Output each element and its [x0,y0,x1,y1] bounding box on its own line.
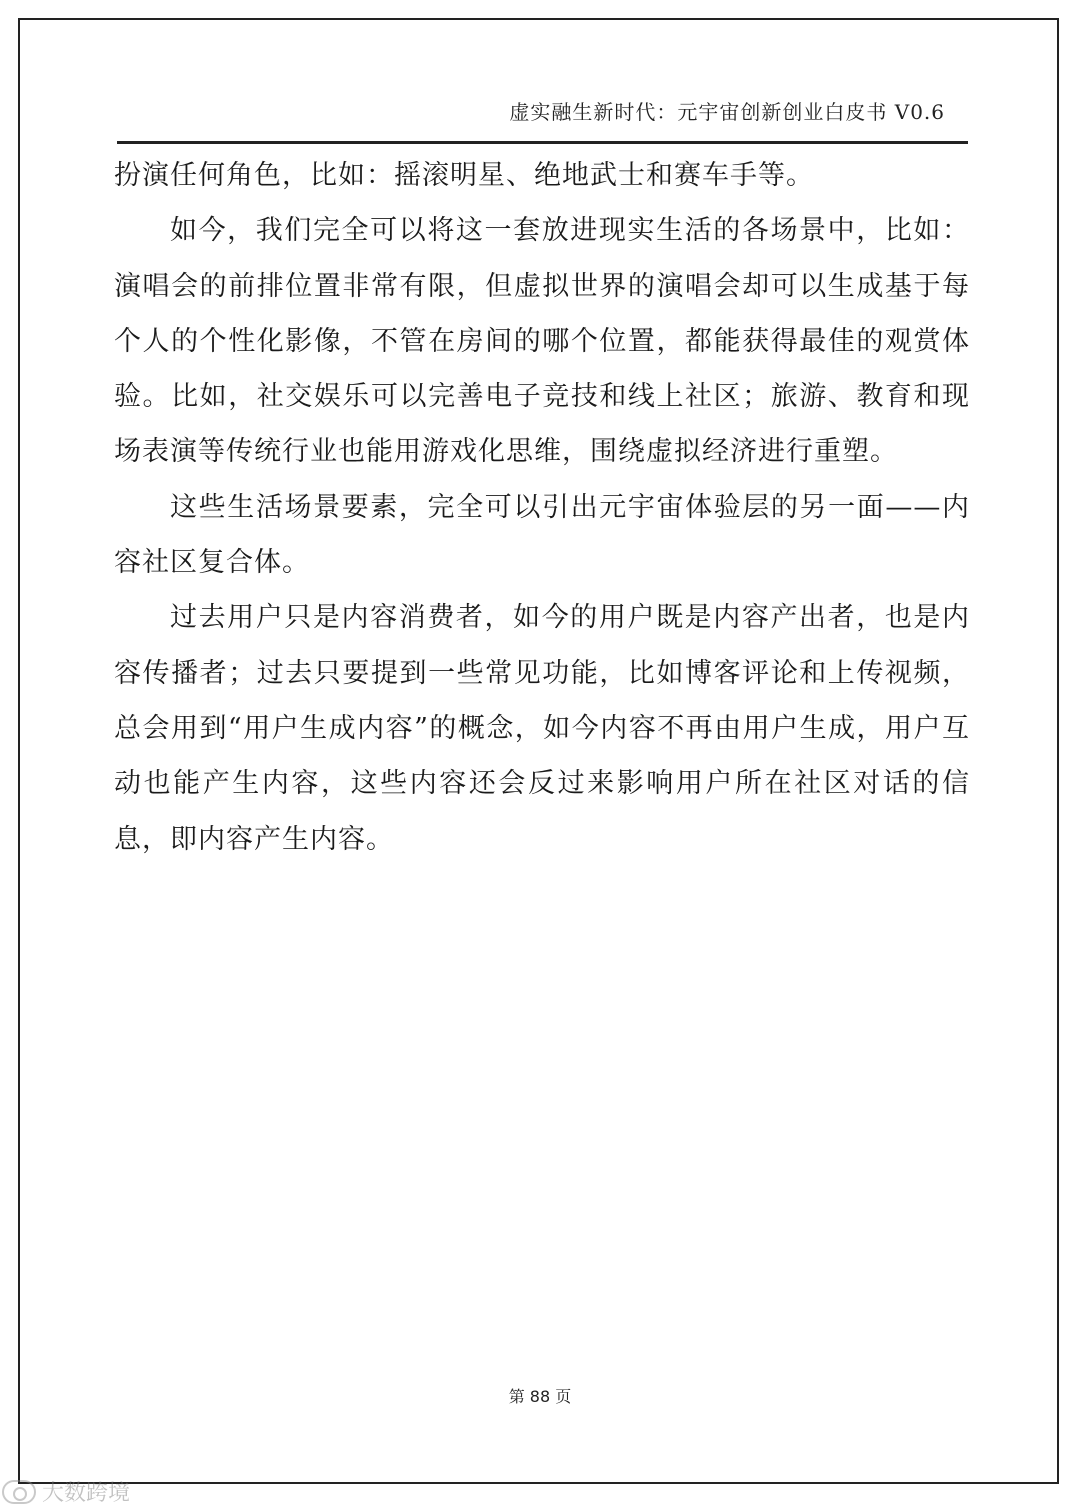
document-header-title: 虚实融生新时代：元宇宙创新创业白皮书 V0.6 [509,100,945,124]
paragraph-4: 过去用户只是内容消费者，如今的用户既是内容产出者，也是内容传播者；过去只要提到一些常见功能，比如博客评论和上传视频，总会用到“用户生成内容”的概念，如今内容不再由用户生成，用户互动也能产生内容，这些内容还会反过来影响用户所在社区对话的信息，即内容产生内容。 [114,602,970,855]
header-divider [117,141,968,144]
document-body [114,148,970,867]
brand-logo-icon [2,1480,36,1504]
paragraph-2: 如今，我们完全可以将这一套放进现实生活的各场景中，比如：演唱会的前排位置非常有限，但虚拟世界的演唱会却可以生成基于每个人的个性化影像，不管在房间的哪个位置，都能获得最佳的观赏体验。比如，社交娱乐可以完善电子竞技和线上社区；旅游、教育和现场表演等传统行业也能用游戏化思维，围绕虚拟经济进行重塑。 [114,215,970,468]
watermark [2,1476,130,1507]
page-number: 第 88 页 [508,1387,572,1406]
watermark-text: 大数跨境 [42,1481,131,1506]
paragraph-3: 这些生活场景要素，完全可以引出元宇宙体验层的另一面——内容社区复合体。 [114,491,970,579]
paragraph-1: 扮演任何角色，比如：摇滚明星、绝地武士和赛车手等。 [114,160,814,191]
